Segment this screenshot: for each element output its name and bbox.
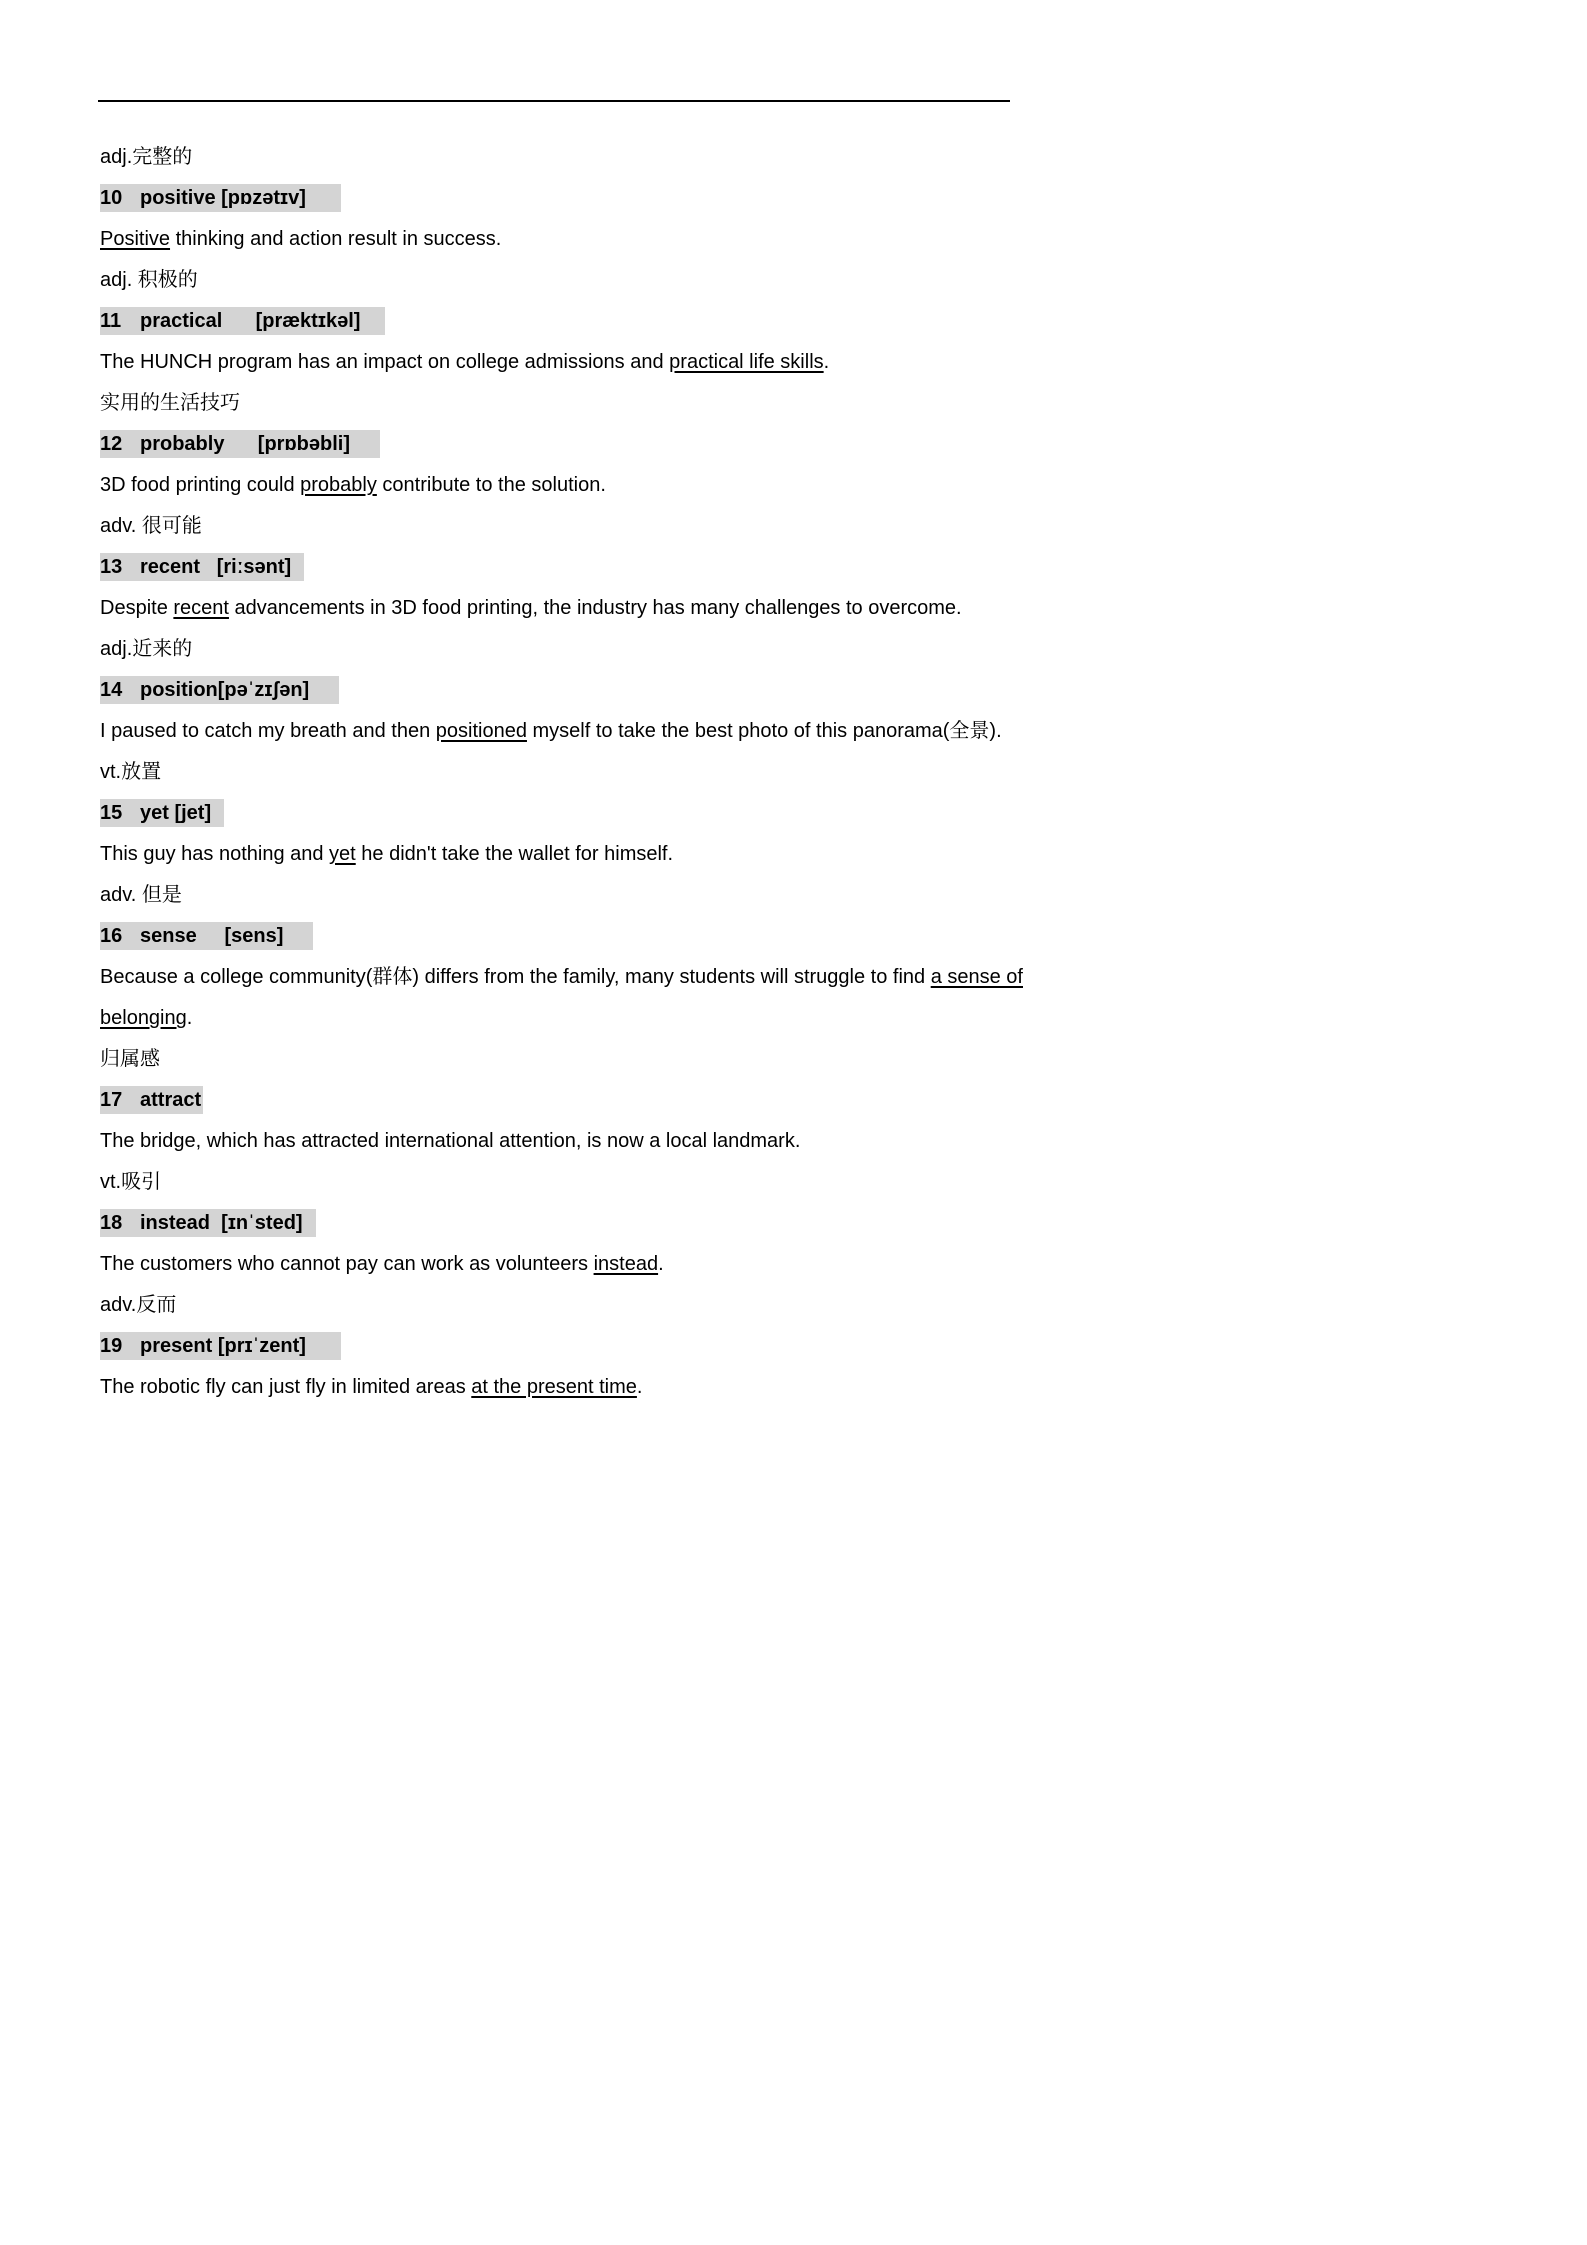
entry-highlight: [100, 1209, 316, 1237]
vocab-entry: [100, 301, 1280, 424]
entry-word: attract: [140, 1089, 202, 1111]
sentence-text: thinking and action result in success.: [170, 228, 502, 250]
sentence-text: I paused to catch my breath and then: [100, 720, 436, 742]
vocab-entry: [100, 1326, 1280, 1408]
example-sentence: [100, 588, 1280, 629]
sentence-text: Despite: [100, 597, 174, 619]
chinese-gloss: adv. 但是: [100, 884, 182, 906]
underlined-term: practical life skills: [669, 351, 824, 373]
underlined-term: probably: [300, 474, 377, 496]
entry-number: 18: [100, 1212, 123, 1234]
underlined-term: at the present time: [471, 1376, 637, 1398]
example-sentence: [100, 342, 1280, 383]
entry-word: recent: [140, 556, 201, 578]
entry-head: [100, 301, 1280, 342]
example-sentence: [100, 465, 1280, 506]
vocab-entry: [100, 916, 1280, 1080]
entry-head: [100, 916, 1280, 957]
head-trailing-space: [306, 187, 339, 209]
entry-ipa: [prɒbəbli]: [257, 433, 351, 455]
example-sentence: [100, 219, 1280, 260]
chinese-gloss: 实用的生活技巧: [100, 392, 240, 414]
sentence-text: contribute to the solution.: [376, 474, 606, 496]
entry-word: probably: [140, 433, 225, 455]
sentence-text: he didn't take the wallet for himself.: [355, 843, 674, 865]
chinese-gloss: adv.反而: [100, 1294, 177, 1316]
sentence-text: .: [636, 1376, 643, 1398]
head-separator: [210, 1212, 221, 1234]
vocab-entry: [100, 1203, 1280, 1326]
entry-number: 13: [100, 556, 123, 578]
entry-number: 16: [100, 925, 123, 947]
entry-highlight: [100, 184, 341, 212]
entry-number: 10: [100, 187, 123, 209]
sentence-text: This guy has nothing and: [100, 843, 330, 865]
entry-ipa: [pəˈzɪʃən]: [217, 679, 310, 701]
entry-highlight: [100, 430, 380, 458]
chinese-gloss: adj. 积极的: [100, 269, 198, 291]
entry-number: 12: [100, 433, 123, 455]
head-separator: [197, 925, 225, 947]
entry-head: [100, 670, 1280, 711]
chinese-gloss: adv. 很可能: [100, 515, 202, 537]
entry-word: positive: [140, 187, 216, 209]
example-sentence: [100, 957, 1280, 1039]
entry-word: yet: [140, 802, 169, 824]
sentence-text: .: [823, 351, 830, 373]
entry-highlight: [100, 799, 224, 827]
chinese-gloss: 归属感: [100, 1048, 160, 1070]
underlined-term: recent: [173, 597, 229, 619]
entry-ipa: [riːsənt]: [216, 556, 292, 578]
entry-number: 14: [100, 679, 123, 701]
sentence-text: 3D food printing could: [100, 474, 301, 496]
entry-head: [100, 793, 1280, 834]
head-separator: [224, 433, 257, 455]
head-trailing-space: [303, 1212, 314, 1234]
head-trailing-space: [360, 310, 382, 332]
sentence-text: The bridge, which has attracted international attention, is now a local landmark.: [100, 1130, 801, 1152]
vocab-entry: [100, 178, 1280, 301]
entry-ipa: [præktɪkəl]: [255, 310, 361, 332]
underlined-term: instead: [593, 1253, 659, 1275]
vocab-entry: [100, 793, 1280, 916]
underlined-term: positioned: [435, 720, 527, 742]
sentence-text: .: [186, 1007, 193, 1029]
head-trailing-space: [211, 802, 222, 824]
chinese-gloss: adj.近来的: [100, 638, 193, 660]
sentence-text: myself to take the best photo of this panorama(全景).: [526, 720, 1002, 742]
head-trailing-space: [309, 679, 337, 701]
header-rule: [98, 100, 1010, 102]
vocab-entry: [100, 547, 1280, 670]
head-separator: [200, 556, 217, 578]
vocab-entry: [100, 424, 1280, 547]
entry-head: [100, 178, 1280, 219]
example-sentence: [100, 1367, 1280, 1408]
entry-head: [100, 547, 1280, 588]
entry-highlight: [100, 922, 313, 950]
example-sentence: [100, 711, 1280, 752]
entry-highlight: [100, 553, 304, 581]
chinese-gloss: vt.放置: [100, 761, 162, 783]
entry-number: 15: [100, 802, 123, 824]
example-sentence: [100, 834, 1280, 875]
entry-word: present: [140, 1335, 213, 1357]
head-trailing-space: [350, 433, 378, 455]
head-trailing-space: [306, 1335, 339, 1357]
sentence-text: .: [658, 1253, 664, 1275]
underlined-term: yet: [329, 843, 356, 865]
entry-highlight: [100, 1086, 203, 1114]
entry-head: [100, 1080, 1280, 1121]
head-trailing-space: [283, 925, 311, 947]
entry-number: 19: [100, 1335, 123, 1357]
sentence-text: The customers who cannot pay can work as volunteers: [100, 1253, 594, 1275]
entry-number: 11: [100, 310, 122, 332]
underlined-term: belonging: [100, 1007, 187, 1029]
vocabulary-list: [100, 137, 1280, 1408]
entry-ipa: [jet]: [174, 802, 212, 824]
entry-ipa: [pɒzətɪv]: [221, 187, 306, 209]
entry-highlight: [100, 307, 385, 335]
entry-word: instead: [140, 1212, 211, 1234]
entry-highlight: [100, 676, 339, 704]
chinese-gloss: vt.吸引: [100, 1171, 162, 1193]
example-sentence: [100, 1121, 1280, 1162]
head-separator: [222, 310, 255, 332]
vocab-entry: [100, 670, 1280, 793]
example-sentence: [100, 1244, 1280, 1285]
entry-ipa: [sens]: [224, 925, 284, 947]
entry-head: [100, 424, 1280, 465]
sentence-text: The robotic fly can just fly in limited areas: [100, 1376, 472, 1398]
entry-highlight: [100, 1332, 341, 1360]
leading-gloss-line: adj.完整的: [100, 146, 193, 168]
underlined-term: Positive: [100, 228, 171, 250]
entry-ipa: [prɪˈzent]: [217, 1335, 306, 1357]
underlined-term: a sense of: [930, 966, 1023, 988]
vocab-entry: [100, 1080, 1280, 1203]
entry-word: sense: [140, 925, 197, 947]
entry-head: [100, 1203, 1280, 1244]
entry-word: practical: [140, 310, 223, 332]
entries-container: [100, 178, 1280, 1408]
sentence-text: advancements in 3D food printing, the industry has many challenges to overcome.: [228, 597, 962, 619]
entry-number: 17: [100, 1089, 123, 1111]
head-trailing-space: [291, 556, 302, 578]
entry-head: [100, 1326, 1280, 1367]
sentence-text: Because a college community(群体) differs from the family, many students will struggle to find: [100, 966, 931, 988]
entry-word: position: [140, 679, 218, 701]
sentence-text: The HUNCH program has an impact on college admissions and: [100, 351, 670, 373]
entry-ipa: [ɪnˈsted]: [221, 1212, 303, 1234]
